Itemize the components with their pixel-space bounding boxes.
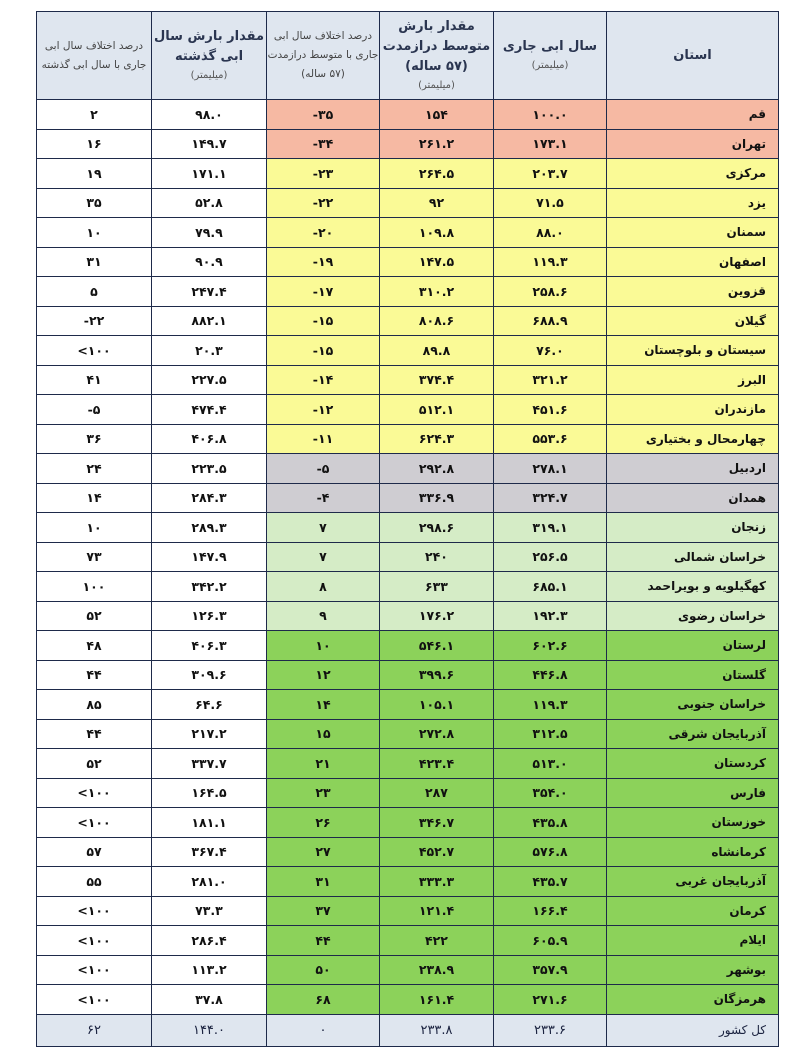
- province-cell: فارس: [607, 778, 779, 808]
- header-longterm-unit: (میلیمتر): [418, 80, 455, 91]
- longterm-cell: ۱۵۴: [380, 100, 494, 130]
- table-row: [37, 926, 779, 956]
- last-year-cell: ۴۰۶.۸: [152, 424, 267, 454]
- province-cell: قم: [607, 100, 779, 130]
- table-body: [37, 100, 779, 1015]
- current-year-cell: ۳۲۴.۷: [494, 483, 607, 513]
- longterm-cell: ۳۹۹.۶: [380, 660, 494, 690]
- table-row: [37, 778, 779, 808]
- table-row: [37, 336, 779, 366]
- diff-longterm-cell: -۳۴: [267, 129, 380, 159]
- diff-last-cell: ۱۰: [37, 218, 152, 248]
- longterm-cell: ۳۴۶.۷: [380, 808, 494, 838]
- province-cell: خراسان شمالی: [607, 542, 779, 572]
- province-cell: اصفهان: [607, 247, 779, 277]
- table-row: [37, 542, 779, 572]
- current-year-cell: ۲۷۸.۱: [494, 454, 607, 484]
- current-year-cell: ۲۵۶.۵: [494, 542, 607, 572]
- diff-last-cell: ۷۳: [37, 542, 152, 572]
- current-year-cell: ۵۱۳.۰: [494, 749, 607, 779]
- table-row: [37, 719, 779, 749]
- diff-longterm-cell: ۲۷: [267, 837, 380, 867]
- table-header-row: [37, 12, 779, 100]
- current-year-cell: ۸۸.۰: [494, 218, 607, 248]
- longterm-cell: ۴۲۲: [380, 926, 494, 956]
- diff-last-cell: ۱۴: [37, 483, 152, 513]
- header-province-label: استان: [673, 47, 712, 63]
- table-row: [37, 188, 779, 218]
- diff-longterm-cell: -۱۷: [267, 277, 380, 307]
- longterm-cell: ۱۷۶.۲: [380, 601, 494, 631]
- diff-last-cell: <۱۰۰: [37, 336, 152, 366]
- header-last-year-unit: (میلیمتر): [190, 70, 228, 81]
- diff-last-cell: ۳۱: [37, 247, 152, 277]
- current-year-cell: ۴۵۱.۶: [494, 395, 607, 425]
- longterm-cell: ۲۹۲.۸: [380, 454, 494, 484]
- province-cell: آذربایجان شرقی: [607, 719, 779, 749]
- province-cell: زنجان: [607, 513, 779, 543]
- header-diff-longterm-label: درصد اختلاف سال ابی جاری با متوسط درازمدت (۵۷ ساله): [267, 30, 379, 80]
- header-province: [607, 12, 779, 100]
- current-year-cell: ۶۰۲.۶: [494, 631, 607, 661]
- table-row: [37, 896, 779, 926]
- diff-last-cell: ۵۲: [37, 601, 152, 631]
- last-year-cell: ۷۹.۹: [152, 218, 267, 248]
- diff-last-cell: ۵۲: [37, 749, 152, 779]
- province-cell: مازندران: [607, 395, 779, 425]
- last-year-cell: ۶۴.۶: [152, 690, 267, 720]
- total-diff-longterm-cell: ۰: [267, 1014, 380, 1046]
- diff-longterm-cell: ۱۵: [267, 719, 380, 749]
- current-year-cell: ۳۱۹.۱: [494, 513, 607, 543]
- last-year-cell: ۱۱۳.۲: [152, 955, 267, 985]
- diff-last-cell: ۱۹: [37, 159, 152, 189]
- last-year-cell: ۱۲۶.۳: [152, 601, 267, 631]
- total-current-cell: ۲۳۳.۶: [494, 1014, 607, 1046]
- last-year-cell: ۷۳.۳: [152, 896, 267, 926]
- province-cell: سمنان: [607, 218, 779, 248]
- current-year-cell: ۳۲۱.۲: [494, 365, 607, 395]
- table-row: [37, 247, 779, 277]
- diff-longterm-cell: ۱۲: [267, 660, 380, 690]
- current-year-cell: ۴۳۵.۸: [494, 808, 607, 838]
- table-row: [37, 306, 779, 336]
- header-current-year-label: سال ابی جاری: [502, 39, 598, 54]
- longterm-cell: ۴۲۳.۴: [380, 749, 494, 779]
- diff-longterm-cell: -۲۰: [267, 218, 380, 248]
- longterm-cell: ۲۳۸.۹: [380, 955, 494, 985]
- diff-longterm-cell: ۷: [267, 513, 380, 543]
- province-cell: همدان: [607, 483, 779, 513]
- longterm-cell: ۸۹.۸: [380, 336, 494, 366]
- province-cell: کرمانشاه: [607, 837, 779, 867]
- diff-last-cell: ۱۰۰: [37, 572, 152, 602]
- last-year-cell: ۲۲۳.۵: [152, 454, 267, 484]
- last-year-cell: ۲۸۹.۳: [152, 513, 267, 543]
- current-year-cell: ۳۵۴.۰: [494, 778, 607, 808]
- province-cell: ایلام: [607, 926, 779, 956]
- longterm-cell: ۲۷۲.۸: [380, 719, 494, 749]
- last-year-cell: ۳۳۷.۷: [152, 749, 267, 779]
- header-diff-last-label: درصد اختلاف سال ابی جاری با سال ابی گذشته: [41, 39, 147, 71]
- header-last-year-label: مقدار بارش سال ابی گذشته: [153, 29, 265, 64]
- diff-last-cell: <۱۰۰: [37, 808, 152, 838]
- longterm-cell: ۶۳۳: [380, 572, 494, 602]
- table-row: [37, 218, 779, 248]
- longterm-cell: ۵۴۶.۱: [380, 631, 494, 661]
- diff-last-cell: ۱۰: [37, 513, 152, 543]
- last-year-cell: ۳۷.۸: [152, 985, 267, 1015]
- table-row: [37, 808, 779, 838]
- last-year-cell: ۱۸۱.۱: [152, 808, 267, 838]
- diff-longterm-cell: -۱۲: [267, 395, 380, 425]
- diff-longterm-cell: ۴۴: [267, 926, 380, 956]
- table-row: [37, 867, 779, 897]
- header-current-year: [494, 12, 607, 100]
- diff-longterm-cell: ۵۰: [267, 955, 380, 985]
- province-cell: بوشهر: [607, 955, 779, 985]
- longterm-cell: ۲۸۷: [380, 778, 494, 808]
- current-year-cell: ۱۰۰.۰: [494, 100, 607, 130]
- current-year-cell: ۴۴۶.۸: [494, 660, 607, 690]
- table-row: [37, 513, 779, 543]
- diff-longterm-cell: -۱۱: [267, 424, 380, 454]
- total-row: [37, 1014, 779, 1046]
- table-row: [37, 129, 779, 159]
- diff-longterm-cell: -۱۴: [267, 365, 380, 395]
- header-diff-longterm: [267, 12, 380, 100]
- table-row: [37, 749, 779, 779]
- longterm-cell: ۲۶۱.۲: [380, 129, 494, 159]
- diff-last-cell: ۳۶: [37, 424, 152, 454]
- diff-longterm-cell: ۲۱: [267, 749, 380, 779]
- current-year-cell: ۱۶۶.۴: [494, 896, 607, 926]
- diff-longterm-cell: -۳۵: [267, 100, 380, 130]
- last-year-cell: ۲۸۱.۰: [152, 867, 267, 897]
- diff-last-cell: ۳۵: [37, 188, 152, 218]
- province-cell: خراسان رضوی: [607, 601, 779, 631]
- table-row: [37, 690, 779, 720]
- province-cell: تهران: [607, 129, 779, 159]
- longterm-cell: ۳۳۳.۳: [380, 867, 494, 897]
- last-year-cell: ۱۴۹.۷: [152, 129, 267, 159]
- longterm-cell: ۵۱۲.۱: [380, 395, 494, 425]
- last-year-cell: ۲۸۶.۴: [152, 926, 267, 956]
- last-year-cell: ۹۰.۹: [152, 247, 267, 277]
- last-year-cell: ۲۰.۳: [152, 336, 267, 366]
- table-row: [37, 424, 779, 454]
- last-year-cell: ۴۷۴.۴: [152, 395, 267, 425]
- diff-longterm-cell: ۹: [267, 601, 380, 631]
- longterm-cell: ۶۲۴.۳: [380, 424, 494, 454]
- diff-last-cell: <۱۰۰: [37, 985, 152, 1015]
- current-year-cell: ۱۷۳.۱: [494, 129, 607, 159]
- header-current-year-unit: (میلیمتر): [531, 60, 569, 71]
- diff-last-cell: ۵۷: [37, 837, 152, 867]
- longterm-cell: ۱۶۱.۴: [380, 985, 494, 1015]
- header-longterm-label: مقدار بارش متوسط درازمدت (۵۷ ساله): [382, 19, 491, 74]
- longterm-cell: ۱۴۷.۵: [380, 247, 494, 277]
- province-cell: سیستان و بلوچستان: [607, 336, 779, 366]
- last-year-cell: ۸۸۲.۱: [152, 306, 267, 336]
- rainfall-table: [36, 11, 779, 1047]
- table-row: [37, 631, 779, 661]
- province-cell: خوزستان: [607, 808, 779, 838]
- table-row: [37, 837, 779, 867]
- diff-longterm-cell: -۱۵: [267, 336, 380, 366]
- total-last-year-cell: ۱۴۴.۰: [152, 1014, 267, 1046]
- longterm-cell: ۲۶۴.۵: [380, 159, 494, 189]
- last-year-cell: ۳۰۹.۶: [152, 660, 267, 690]
- diff-last-cell: <۱۰۰: [37, 778, 152, 808]
- longterm-cell: ۹۲: [380, 188, 494, 218]
- last-year-cell: ۲۸۴.۳: [152, 483, 267, 513]
- current-year-cell: ۷۱.۵: [494, 188, 607, 218]
- diff-last-cell: ۲۴: [37, 454, 152, 484]
- last-year-cell: ۱۴۷.۹: [152, 542, 267, 572]
- table-row: [37, 601, 779, 631]
- table-row: [37, 955, 779, 985]
- table-row: [37, 572, 779, 602]
- last-year-cell: ۵۲.۸: [152, 188, 267, 218]
- header-longterm: [380, 12, 494, 100]
- province-cell: گلستان: [607, 660, 779, 690]
- diff-last-cell: <۱۰۰: [37, 896, 152, 926]
- province-cell: کرمان: [607, 896, 779, 926]
- table-row: [37, 454, 779, 484]
- current-year-cell: ۷۶.۰: [494, 336, 607, 366]
- table-row: [37, 365, 779, 395]
- province-cell: قزوین: [607, 277, 779, 307]
- current-year-cell: ۴۳۵.۷: [494, 867, 607, 897]
- total-longterm-cell: ۲۳۳.۸: [380, 1014, 494, 1046]
- table-row: [37, 483, 779, 513]
- current-year-cell: ۳۵۷.۹: [494, 955, 607, 985]
- table-row: [37, 277, 779, 307]
- province-cell: لرستان: [607, 631, 779, 661]
- province-cell: هرمزگان: [607, 985, 779, 1015]
- diff-longterm-cell: ۳۷: [267, 896, 380, 926]
- longterm-cell: ۱۰۵.۱: [380, 690, 494, 720]
- last-year-cell: ۴۰۶.۳: [152, 631, 267, 661]
- total-province-cell: کل کشور: [607, 1014, 779, 1046]
- current-year-cell: ۲۷۱.۶: [494, 985, 607, 1015]
- last-year-cell: ۲۴۷.۴: [152, 277, 267, 307]
- diff-longterm-cell: ۷: [267, 542, 380, 572]
- province-cell: خراسان جنوبی: [607, 690, 779, 720]
- diff-longterm-cell: -۱۵: [267, 306, 380, 336]
- diff-last-cell: ۴۴: [37, 719, 152, 749]
- longterm-cell: ۳۱۰.۲: [380, 277, 494, 307]
- diff-longterm-cell: -۲۲: [267, 188, 380, 218]
- diff-longterm-cell: ۶۸: [267, 985, 380, 1015]
- last-year-cell: ۱۷۱.۱: [152, 159, 267, 189]
- header-diff-last: [37, 12, 152, 100]
- last-year-cell: ۲۱۷.۲: [152, 719, 267, 749]
- table-row: [37, 100, 779, 130]
- diff-longterm-cell: ۱۰: [267, 631, 380, 661]
- last-year-cell: ۱۶۴.۵: [152, 778, 267, 808]
- diff-last-cell: <۱۰۰: [37, 926, 152, 956]
- last-year-cell: ۳۶۷.۴: [152, 837, 267, 867]
- diff-longterm-cell: ۱۴: [267, 690, 380, 720]
- diff-longterm-cell: -۵: [267, 454, 380, 484]
- table-row: [37, 159, 779, 189]
- diff-last-cell: ۴۴: [37, 660, 152, 690]
- total-diff-last-cell: ۶۲: [37, 1014, 152, 1046]
- diff-last-cell: ۸۵: [37, 690, 152, 720]
- diff-last-cell: <۱۰۰: [37, 955, 152, 985]
- province-cell: گیلان: [607, 306, 779, 336]
- current-year-cell: ۱۱۹.۳: [494, 690, 607, 720]
- table-row: [37, 660, 779, 690]
- table-row: [37, 985, 779, 1015]
- diff-longterm-cell: ۳۱: [267, 867, 380, 897]
- diff-last-cell: -۲۲: [37, 306, 152, 336]
- diff-last-cell: ۵: [37, 277, 152, 307]
- header-last-year: [152, 12, 267, 100]
- longterm-cell: ۳۳۶.۹: [380, 483, 494, 513]
- longterm-cell: ۲۹۸.۶: [380, 513, 494, 543]
- diff-last-cell: -۵: [37, 395, 152, 425]
- longterm-cell: ۱۲۱.۴: [380, 896, 494, 926]
- diff-longterm-cell: -۱۹: [267, 247, 380, 277]
- current-year-cell: ۵۷۶.۸: [494, 837, 607, 867]
- last-year-cell: ۳۴۲.۲: [152, 572, 267, 602]
- longterm-cell: ۸۰۸.۶: [380, 306, 494, 336]
- diff-last-cell: ۴۱: [37, 365, 152, 395]
- province-cell: اردبیل: [607, 454, 779, 484]
- diff-last-cell: ۱۶: [37, 129, 152, 159]
- current-year-cell: ۶۸۸.۹: [494, 306, 607, 336]
- current-year-cell: ۱۱۹.۳: [494, 247, 607, 277]
- longterm-cell: ۴۵۲.۷: [380, 837, 494, 867]
- diff-longterm-cell: ۲۶: [267, 808, 380, 838]
- diff-longterm-cell: ۲۳: [267, 778, 380, 808]
- longterm-cell: ۲۴۰: [380, 542, 494, 572]
- province-cell: البرز: [607, 365, 779, 395]
- diff-last-cell: ۲: [37, 100, 152, 130]
- province-cell: چهارمحال و بختیاری: [607, 424, 779, 454]
- province-cell: مرکزی: [607, 159, 779, 189]
- table-row: [37, 395, 779, 425]
- last-year-cell: ۲۲۷.۵: [152, 365, 267, 395]
- diff-longterm-cell: -۴: [267, 483, 380, 513]
- province-cell: آذربایجان غربی: [607, 867, 779, 897]
- current-year-cell: ۵۵۳.۶: [494, 424, 607, 454]
- diff-last-cell: ۵۵: [37, 867, 152, 897]
- current-year-cell: ۶۰۵.۹: [494, 926, 607, 956]
- longterm-cell: ۳۷۴.۴: [380, 365, 494, 395]
- current-year-cell: ۶۸۵.۱: [494, 572, 607, 602]
- current-year-cell: ۲۵۸.۶: [494, 277, 607, 307]
- province-cell: کردستان: [607, 749, 779, 779]
- current-year-cell: ۳۱۲.۵: [494, 719, 607, 749]
- diff-longterm-cell: -۲۳: [267, 159, 380, 189]
- diff-longterm-cell: ۸: [267, 572, 380, 602]
- province-cell: کهگیلویه و بویراحمد: [607, 572, 779, 602]
- last-year-cell: ۹۸.۰: [152, 100, 267, 130]
- longterm-cell: ۱۰۹.۸: [380, 218, 494, 248]
- province-cell: یزد: [607, 188, 779, 218]
- current-year-cell: ۱۹۲.۳: [494, 601, 607, 631]
- current-year-cell: ۲۰۳.۷: [494, 159, 607, 189]
- diff-last-cell: ۴۸: [37, 631, 152, 661]
